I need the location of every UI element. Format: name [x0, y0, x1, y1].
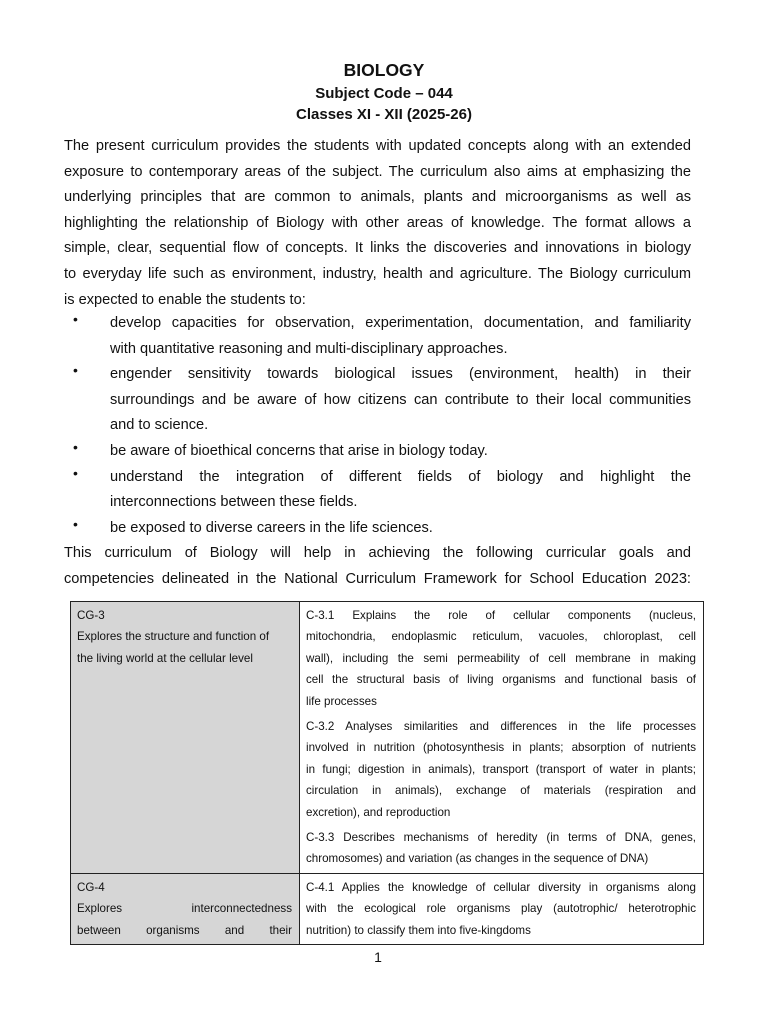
list-item-line: develop capacities for observation, experimentation, documentation, and familiarity — [110, 315, 691, 331]
competency-line: involved in nutrition (photosynthesis in plants; absorption of nutrients — [306, 741, 696, 755]
competency-line: in fungi; digestion in animals), transport (transport of water in plants; — [306, 762, 696, 776]
competency-line: mitochondria, endoplasmic reticulum, vacuoles, chloroplast, cell — [306, 630, 696, 644]
list-item — [64, 311, 691, 362]
intro-line: to everyday life such as environment, industry, health and agriculture. The Biology curriculum — [64, 265, 691, 282]
table-row — [71, 873, 704, 944]
goal-text-line: between organisms and their — [77, 923, 292, 937]
closing-paragraph — [64, 541, 691, 592]
competency-line: cell the structural basis of living organisms and functional basis of — [306, 673, 696, 687]
competency-line: circulation in animals), exchange of materials (respiration and — [306, 784, 696, 798]
list-item-line: interconnections between these fields. — [110, 494, 358, 511]
list-item-line: and to science. — [110, 417, 209, 434]
list-item — [64, 439, 691, 465]
goal-text-line: the living world at the cellular level — [77, 651, 253, 665]
competency-line: C-4.1 Applies the knowledge of cellular diversity in organisms along — [306, 880, 696, 894]
list-item-line: engender sensitivity towards biological issues (environment, health) in their — [110, 366, 691, 383]
classes-heading: Classes XI - XII (2025-26) — [296, 106, 472, 123]
bullet-icon: • — [73, 438, 78, 455]
intro-line: The present curriculum provides the students with updated concepts along with an extended — [64, 138, 691, 154]
competency-line: life processes — [306, 694, 377, 708]
list-item-line: with quantitative reasoning and multi-disciplinary approaches. — [110, 340, 508, 357]
bullet-icon: • — [73, 515, 78, 532]
goal-code: CG-4 — [77, 880, 105, 894]
list-item-line: surroundings and be aware of how citizens can contribute to their local communities — [110, 391, 691, 408]
intro-line: is expected to enable the students to: — [64, 291, 306, 308]
competency-line: C-3.2 Analyses similarities and differences in the life processes — [306, 720, 696, 734]
goal-cell — [71, 873, 300, 944]
intro-paragraph — [64, 134, 691, 313]
subject-title: BIOLOGY — [343, 60, 425, 80]
goal-text-line: Explores interconnectedness — [77, 902, 292, 916]
competency-line: wall), including the semi permeability of cell membrane in making — [306, 651, 696, 665]
competency-line: excretion), and reproduction — [306, 805, 451, 819]
list-item — [64, 516, 691, 542]
intro-line: underlying principles that are common to animals, plants and microorganisms as well as — [64, 189, 691, 206]
closing-line: This curriculum of Biology will help in achieving the following curricular goals and — [64, 545, 691, 561]
intro-line: exposure to contemporary areas of the subject. The curriculum also aims at emphasizing the — [64, 163, 691, 180]
competency-line: with the ecological role organisms play (autotrophic/ heterotrophic — [306, 902, 696, 916]
page-number: 1 — [374, 949, 382, 965]
competency-line: C-3.3 Describes mechanisms of heredity (in terms of DNA, genes, — [306, 831, 696, 845]
goal-cell — [71, 602, 300, 874]
competencies-cell — [300, 873, 704, 944]
goal-text-line: Explores the structure and function of — [77, 630, 270, 644]
subject-code: Subject Code – 044 — [315, 85, 453, 102]
list-item-line: be exposed to diverse careers in the life sciences. — [110, 519, 433, 536]
goal-code: CG-3 — [77, 609, 105, 622]
list-item-line: understand the integration of different fields of biology and highlight the — [110, 468, 691, 485]
list-item — [64, 465, 691, 516]
competency-line: C-3.1 Explains the role of cellular components (nucleus, — [306, 609, 696, 622]
competencies-cell — [300, 602, 704, 874]
competency-line: nutrition) to classify them into five-kingdoms — [306, 923, 531, 937]
bullet-icon: • — [73, 464, 78, 481]
objectives-list — [64, 311, 691, 541]
competency-line: chromosomes) and variation (as changes in the sequence of DNA) — [306, 852, 649, 866]
closing-line: competencies delineated in the National Curriculum Framework for School Education 2023: — [64, 570, 691, 587]
list-item-line: be aware of bioethical concerns that arise in biology today. — [110, 442, 488, 459]
curricular-goals-table — [70, 601, 704, 945]
intro-line: highlighting the relationship of Biology with other areas of knowledge. The format allows a — [64, 214, 691, 231]
list-item — [64, 362, 691, 439]
intro-line: simple, clear, sequential flow of concepts. It links the discoveries and innovations in biology — [64, 240, 691, 257]
table-row — [71, 602, 704, 874]
bullet-icon: • — [73, 311, 78, 327]
bullet-icon: • — [73, 362, 78, 379]
